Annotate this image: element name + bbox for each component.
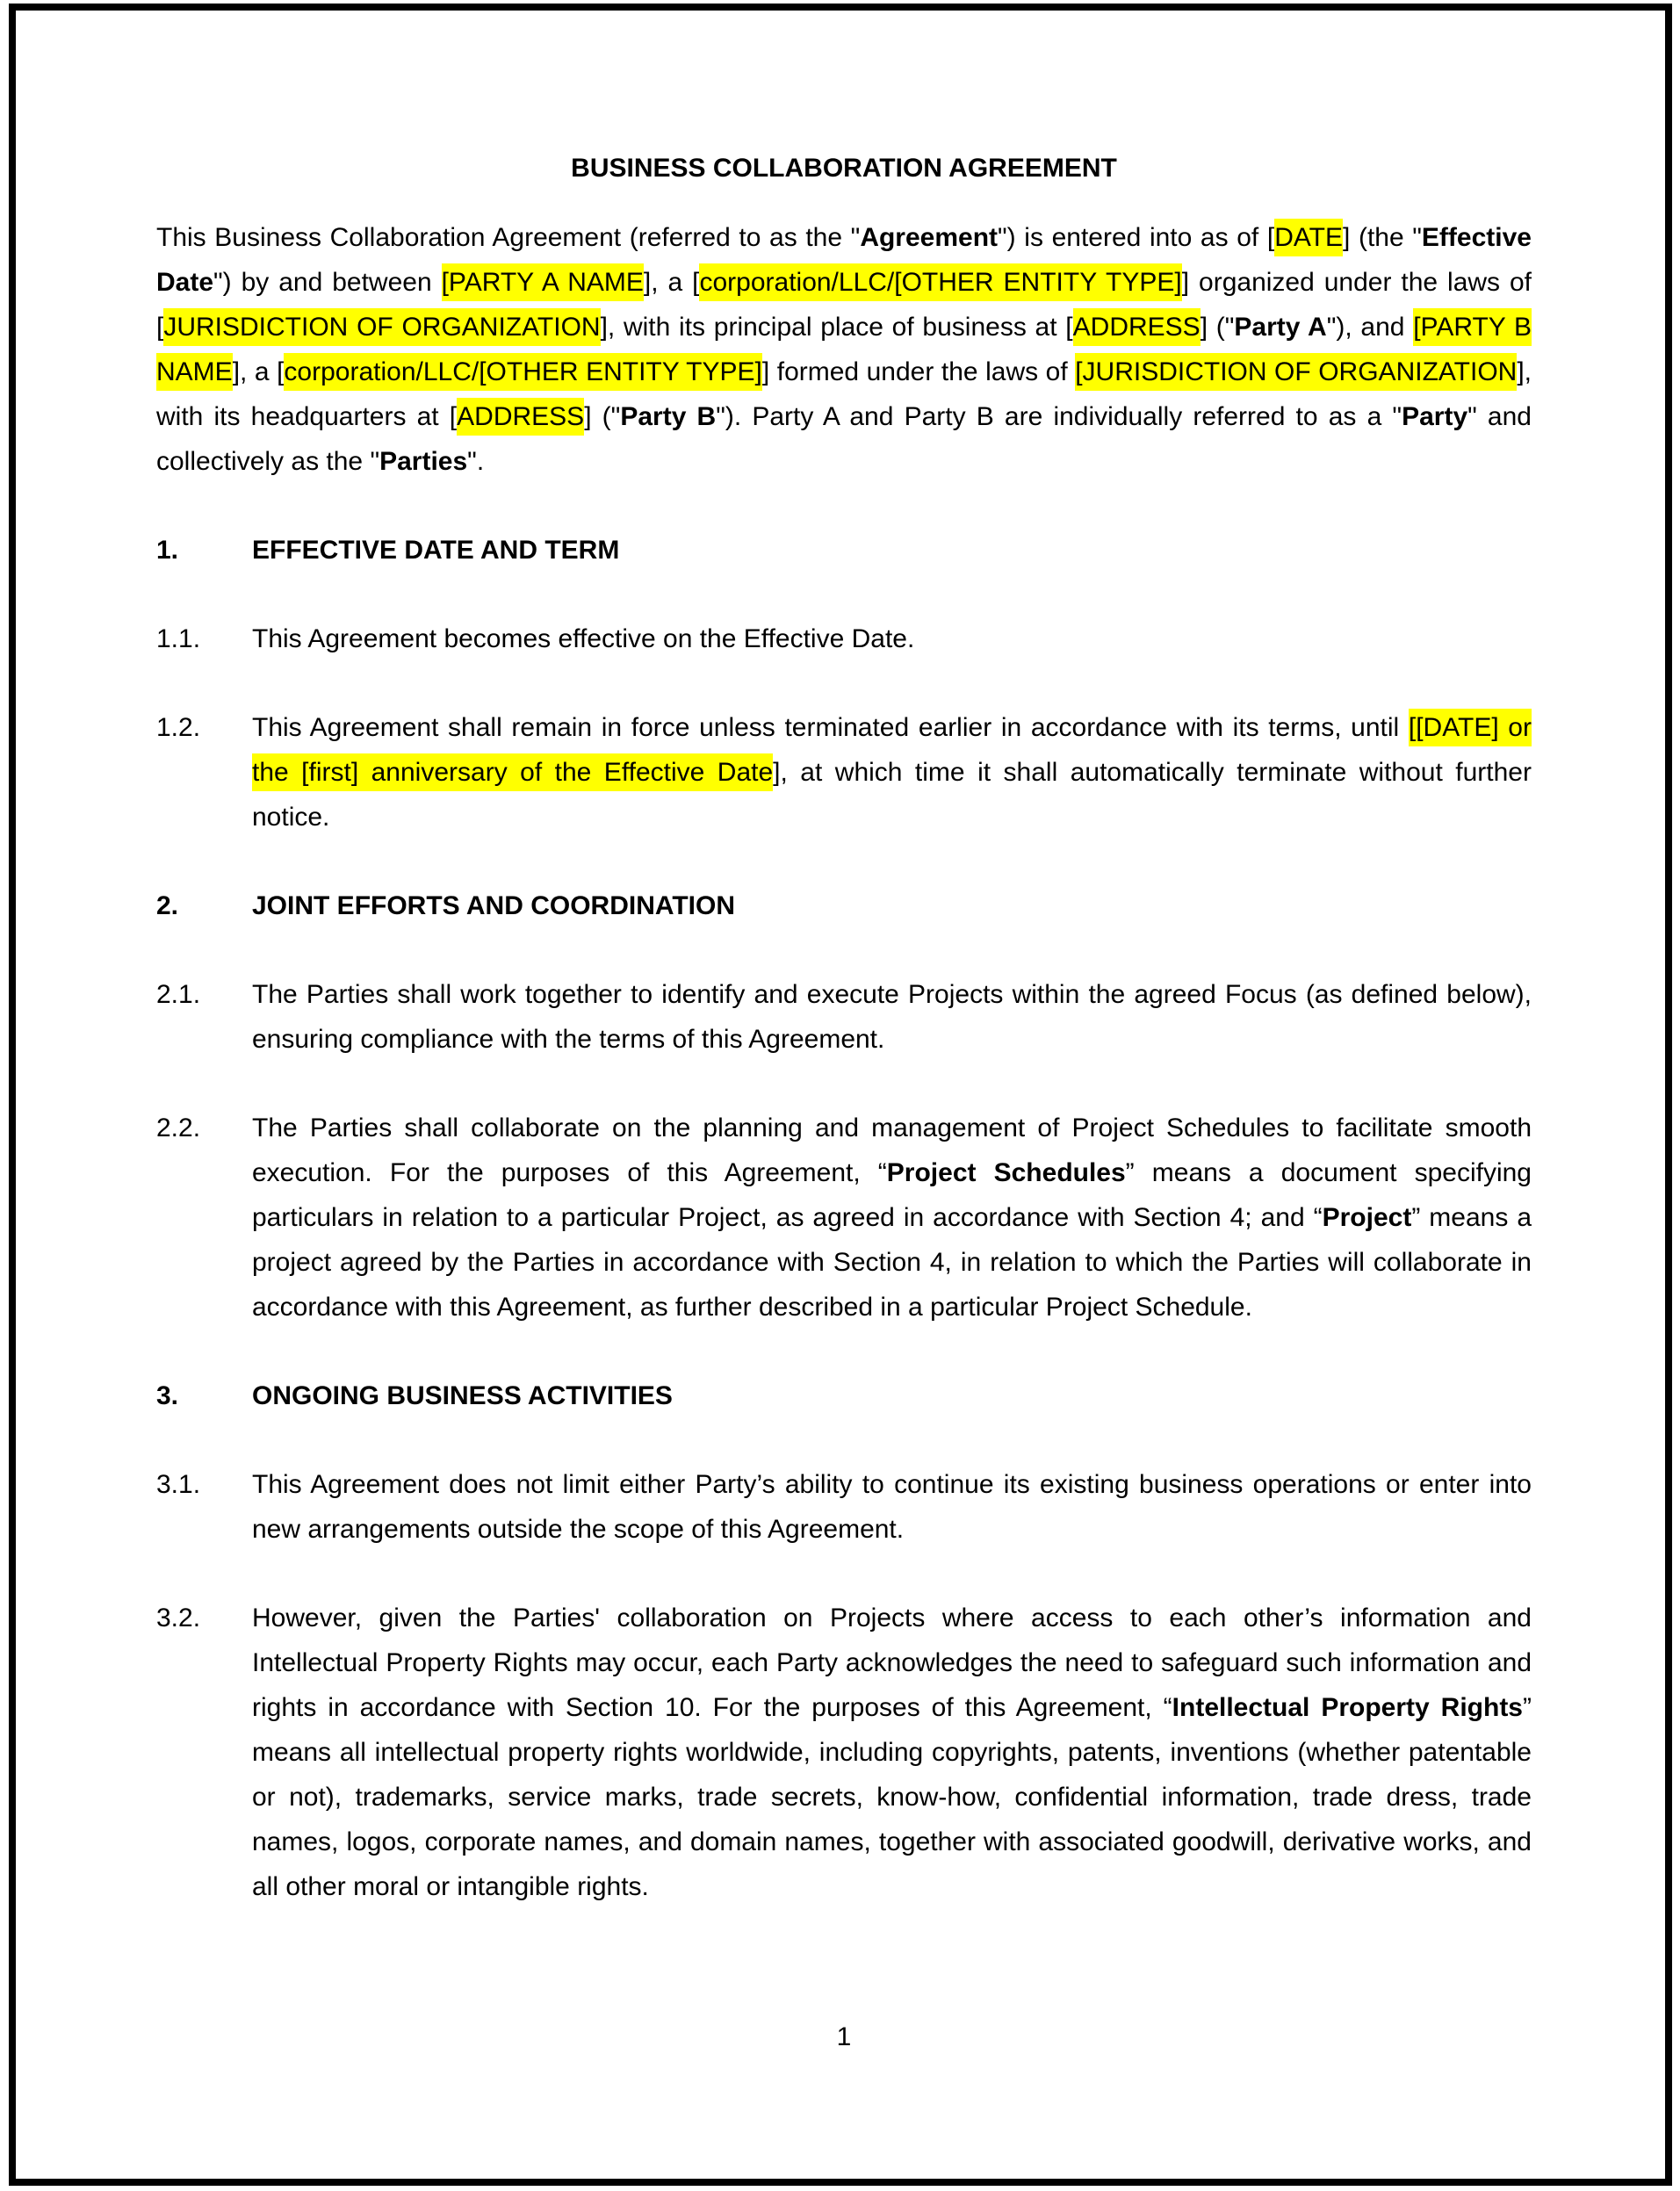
text-run: Parties bbox=[379, 447, 468, 476]
section-heading bbox=[156, 528, 1532, 573]
text-run: ] organized under the laws of [ bbox=[156, 268, 1532, 342]
text-run: However, given the Parties' collaboration on Projects where access to each other’s information and Intellectual Property Rights may occur, each Party acknowledges the need to safeguard such information and rights in accordance with Section 10. For the purposes of this Agreement, “ bbox=[252, 1604, 1532, 1722]
highlighted-placeholder: [PARTY B NAME bbox=[156, 308, 1532, 391]
highlighted-placeholder: ADDRESS bbox=[1073, 308, 1201, 346]
text-run: ” means all intellectual property rights worldwide, including copyrights, patents, inventions (whether patentable or not), trademarks, service marks, trade secrets, know-how, confidential information, trade dress, trade names, logos, corporate names, and domain names, together with associated goodwill, derivative works, and all other moral or intangible rights. bbox=[252, 1693, 1532, 1901]
section-heading bbox=[156, 1373, 1532, 1418]
text-run: This Agreement does not limit either Party’s ability to continue its existing business operations or enter into new arrangements outside the scope of this Agreement. bbox=[252, 1470, 1532, 1544]
text-run: ". bbox=[467, 447, 485, 476]
paragraph bbox=[156, 972, 1532, 1062]
text-run: ], a [ bbox=[643, 268, 700, 297]
text-run: Party B bbox=[620, 402, 717, 431]
highlighted-placeholder: [[DATE] or the [first] anniversary of the Effective Date bbox=[252, 709, 1532, 791]
section-number: 3.2. bbox=[156, 1604, 201, 1632]
document-title: BUSINESS COLLABORATION AGREEMENT bbox=[571, 154, 1117, 183]
section-number: 2.2. bbox=[156, 1114, 201, 1142]
highlighted-placeholder: [PARTY A NAME bbox=[442, 263, 644, 301]
text-run: " and collectively as the " bbox=[156, 402, 1532, 476]
text-run: ], with its principal place of business at [ bbox=[600, 313, 1073, 342]
text-run: ], a [ bbox=[232, 357, 285, 386]
section-number: 3.1. bbox=[156, 1470, 201, 1499]
page-border bbox=[9, 4, 1672, 2186]
paragraph-text bbox=[156, 215, 1532, 484]
heading-text: ONGOING BUSINESS ACTIVITIES bbox=[252, 1381, 673, 1410]
section-number: 2.1. bbox=[156, 980, 201, 1009]
paragraph bbox=[156, 1106, 1532, 1330]
highlighted-placeholder: JURISDICTION OF ORGANIZATION bbox=[163, 308, 600, 346]
highlighted-placeholder: DATE bbox=[1274, 219, 1343, 256]
section-number: 3. bbox=[156, 1381, 179, 1410]
text-run: ] formed under the laws of bbox=[761, 357, 1076, 386]
text-run: This Agreement becomes effective on the Effective Date. bbox=[252, 624, 915, 653]
text-run: ] (the " bbox=[1343, 223, 1422, 252]
text-run: ] (" bbox=[1200, 313, 1235, 342]
paragraph-text bbox=[252, 705, 1532, 840]
paragraph bbox=[156, 1596, 1532, 1909]
text-run: Party A bbox=[1234, 313, 1327, 342]
document-body bbox=[156, 215, 1532, 1909]
heading-text: EFFECTIVE DATE AND TERM bbox=[252, 536, 620, 565]
highlighted-placeholder: [JURISDICTION OF ORGANIZATION bbox=[1075, 353, 1517, 391]
paragraph-text bbox=[252, 1462, 1532, 1552]
highlighted-placeholder: corporation/LLC/[OTHER ENTITY TYPE] bbox=[699, 263, 1181, 301]
text-run: ], at which time it shall automatically terminate without further notice. bbox=[252, 758, 1532, 832]
paragraph bbox=[156, 215, 1532, 484]
text-run: "). Party A and Party B are individually referred to as a " bbox=[716, 402, 1402, 431]
paragraph bbox=[156, 616, 1532, 661]
text-run: ” means a document specifying particulars in relation to a particular Project, as agreed in accordance with Section 4; and “ bbox=[252, 1158, 1532, 1232]
text-run: ” means a project agreed by the Parties in accordance with Section 4, in relation to which the Parties will collaborate in accordance with this Agreement, as further described in a particular Project Schedule. bbox=[252, 1203, 1532, 1322]
section-heading bbox=[156, 883, 1532, 928]
paragraph-text bbox=[252, 972, 1532, 1062]
section-number: 2. bbox=[156, 891, 179, 920]
text-run: Agreement bbox=[860, 223, 999, 252]
paragraph bbox=[156, 705, 1532, 840]
text-run: Project Schedules bbox=[886, 1158, 1126, 1187]
text-run: ") by and between bbox=[213, 268, 442, 297]
section-number: 1.1. bbox=[156, 624, 201, 653]
section-number: 1. bbox=[156, 536, 179, 565]
text-run: ") is entered into as of [ bbox=[998, 223, 1275, 252]
text-run: ] (" bbox=[584, 402, 621, 431]
section-number: 1.2. bbox=[156, 713, 201, 742]
text-run: Effective Date bbox=[156, 223, 1532, 297]
page-number: 1 bbox=[836, 2022, 852, 2051]
heading-text: JOINT EFFORTS AND COORDINATION bbox=[252, 891, 735, 920]
paragraph bbox=[156, 1462, 1532, 1552]
text-run: "), and bbox=[1326, 313, 1414, 342]
highlighted-placeholder: corporation/LLC/[OTHER ENTITY TYPE] bbox=[284, 353, 761, 391]
paragraph-text bbox=[252, 1106, 1532, 1330]
text-run: Project bbox=[1322, 1203, 1412, 1232]
text-run: The Parties shall collaborate on the planning and management of Project Schedules to facilitate smooth execution. For the purposes of this Agreement, “ bbox=[252, 1114, 1532, 1187]
text-run: Intellectual Property Rights bbox=[1172, 1693, 1523, 1722]
text-run: Party bbox=[1402, 402, 1468, 431]
text-run: This Business Collaboration Agreement (referred to as the " bbox=[156, 223, 861, 252]
text-run: This Agreement shall remain in force unless terminated earlier in accordance with its terms, until bbox=[252, 713, 1409, 742]
text-run: The Parties shall work together to identify and execute Projects within the agreed Focus (as defined below), ensuring compliance with the terms of this Agreement. bbox=[252, 980, 1532, 1054]
paragraph-text bbox=[252, 1596, 1532, 1909]
highlighted-placeholder: ADDRESS bbox=[457, 398, 584, 436]
paragraph-text bbox=[252, 616, 1532, 661]
text-run: ], with its headquarters at [ bbox=[156, 357, 1532, 431]
